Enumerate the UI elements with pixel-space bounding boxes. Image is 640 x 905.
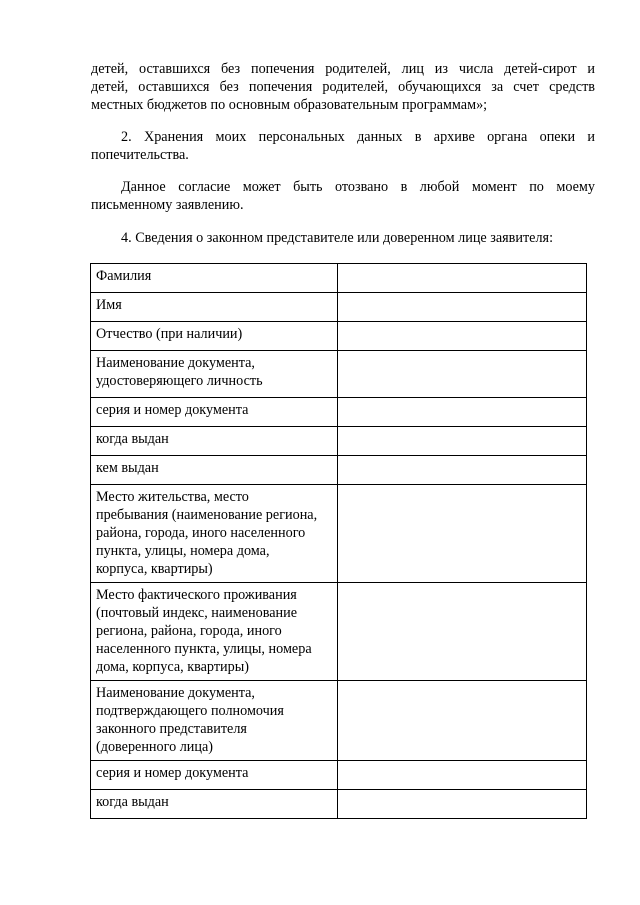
- field-value-cell[interactable]: [338, 293, 587, 322]
- field-label-cell: [91, 264, 338, 293]
- field-value-cell[interactable]: [338, 264, 587, 293]
- field-label-cell: [91, 322, 338, 351]
- text-line: детей, оставшихся без попечения родителей, обучающихся за счет средств: [91, 79, 595, 95]
- representative-info-table: [90, 263, 587, 819]
- field-value-cell[interactable]: [338, 583, 587, 681]
- table-row: [91, 681, 587, 761]
- table-row: [91, 351, 587, 398]
- table-row: [91, 583, 587, 681]
- field-label-cell: [91, 456, 338, 485]
- text-line: письменному заявлению.: [91, 197, 244, 213]
- field-label-cell: [91, 761, 338, 790]
- field-label-line: удостоверяющего личность: [96, 373, 263, 389]
- field-value-cell[interactable]: [338, 790, 587, 819]
- field-label-cell: [91, 583, 338, 681]
- field-label-line: Место фактического проживания: [96, 587, 297, 603]
- field-value-cell[interactable]: [338, 322, 587, 351]
- field-label-cell: [91, 790, 338, 819]
- field-label-line: подтверждающего полномочия: [96, 703, 284, 719]
- field-label-line: серия и номер документа: [96, 402, 249, 418]
- table-row: [91, 761, 587, 790]
- field-label-line: законного представителя: [96, 721, 247, 737]
- field-label-line: когда выдан: [96, 794, 169, 810]
- paragraph-item-2-archive: [91, 128, 595, 164]
- field-value-cell[interactable]: [338, 681, 587, 761]
- text-line: попечительства.: [91, 147, 189, 163]
- field-label-cell: [91, 398, 338, 427]
- field-label-cell: [91, 427, 338, 456]
- field-label-line: кем выдан: [96, 460, 159, 476]
- field-label-line: пункта, улицы, номера дома,: [96, 543, 270, 559]
- table-row: [91, 293, 587, 322]
- table-row: [91, 322, 587, 351]
- field-label-cell: [91, 485, 338, 583]
- paragraph-consent-scope: [91, 60, 595, 114]
- field-value-cell[interactable]: [338, 427, 587, 456]
- field-label-line: Отчество (при наличии): [96, 326, 243, 342]
- table-row: [91, 790, 587, 819]
- field-label-line: (доверенного лица): [96, 739, 214, 755]
- field-label-cell: [91, 351, 338, 398]
- field-label-line: Наименование документа,: [96, 355, 255, 371]
- field-label-line: района, города, иного населенного: [96, 525, 306, 541]
- field-label-line: региона, района, города, иного: [96, 623, 282, 639]
- field-label-line: Наименование документа,: [96, 685, 255, 701]
- field-label-line: дома, корпуса, квартиры): [96, 659, 249, 675]
- field-label-line: Фамилия: [96, 268, 152, 284]
- field-value-cell[interactable]: [338, 351, 587, 398]
- text-line: 2. Хранения моих персональных данных в архиве органа опеки и: [121, 129, 595, 145]
- field-value-cell[interactable]: [338, 456, 587, 485]
- field-label-line: когда выдан: [96, 431, 169, 447]
- paragraph-revocation: [91, 178, 595, 214]
- field-label-line: (почтовый индекс, наименование: [96, 605, 298, 621]
- table-row: [91, 456, 587, 485]
- field-label-cell: [91, 293, 338, 322]
- field-label-line: серия и номер документа: [96, 765, 249, 781]
- field-label-line: Имя: [96, 297, 122, 313]
- text-line: местных бюджетов по основным образовательным программам»;: [91, 97, 488, 113]
- field-label-line: населенного пункта, улицы, номера: [96, 641, 312, 657]
- section-heading-representative: [91, 229, 595, 247]
- field-label-cell: [91, 681, 338, 761]
- field-label-line: корпуса, квартиры): [96, 561, 213, 577]
- text-line: Данное согласие может быть отозвано в любой момент по моему: [121, 179, 595, 195]
- table-row: [91, 264, 587, 293]
- text-line: 4. Сведения о законном представителе или доверенном лице заявителя:: [121, 230, 554, 246]
- field-value-cell[interactable]: [338, 485, 587, 583]
- table-row: [91, 485, 587, 583]
- field-value-cell[interactable]: [338, 398, 587, 427]
- text-line: детей, оставшихся без попечения родителей, лиц из числа детей-сирот и: [91, 61, 595, 77]
- table-row: [91, 398, 587, 427]
- field-label-line: пребывания (наименование региона,: [96, 507, 318, 523]
- field-label-line: Место жительства, место: [96, 489, 249, 505]
- field-value-cell[interactable]: [338, 761, 587, 790]
- table-row: [91, 427, 587, 456]
